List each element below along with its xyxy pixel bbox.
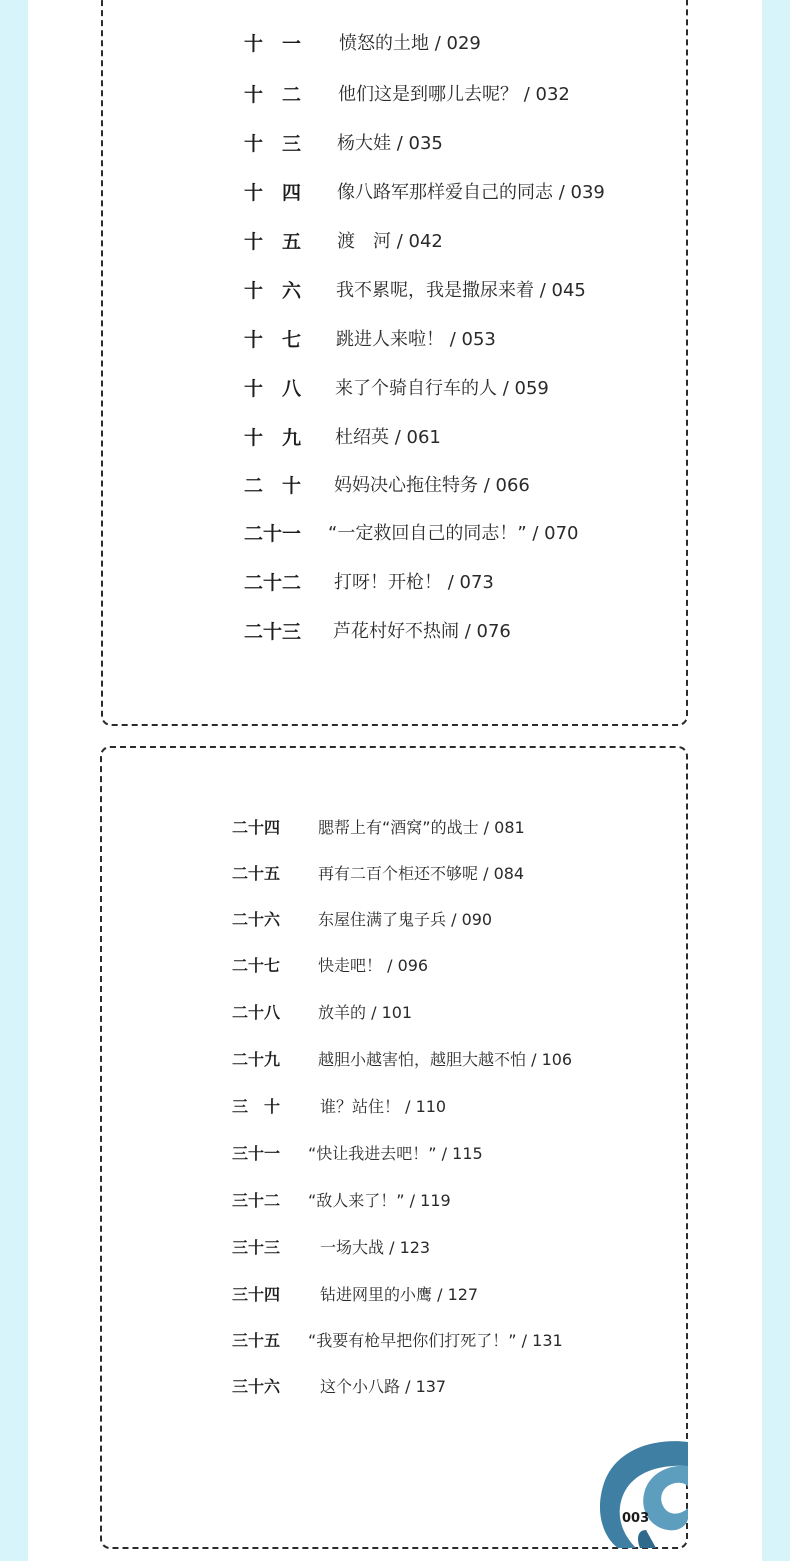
left-side-strip: [0, 0, 28, 1561]
chapter-number: 三十二: [232, 1191, 281, 1210]
chapter-title: 杨大娃 / 035: [337, 133, 443, 154]
chapter-number: 三十一: [232, 1144, 281, 1163]
chapter-number: 三十五: [232, 1331, 281, 1350]
chapter-title: “快让我进去吧！” / 115: [308, 1144, 483, 1163]
chapter-number: 十 九: [244, 427, 302, 449]
chapter-number: 十 六: [244, 280, 302, 302]
chapter-title: 快走吧！ / 096: [318, 956, 429, 975]
chapter-title: 妈妈决心拖住特务 / 066: [334, 475, 530, 496]
chapter-title: 一场大战 / 123: [320, 1238, 431, 1257]
chapter-title: 芦花村好不热闹 / 076: [333, 621, 511, 642]
chapter-number: 十 八: [244, 378, 302, 400]
chapter-title: 腮帮上有“酒窝”的战士 / 081: [318, 818, 525, 837]
chapter-number: 十 二: [244, 84, 302, 106]
page-number: 003: [622, 1511, 650, 1526]
chapter-title: 像八路军那样爱自己的同志 / 039: [337, 182, 605, 203]
chapter-number: 二十三: [244, 621, 302, 643]
chapter-title: 这个小八路 / 137: [320, 1377, 447, 1396]
chapter-number: 二十八: [232, 1003, 281, 1022]
chapter-title: 放羊的 / 101: [318, 1003, 413, 1022]
swirl-decoration: [596, 1438, 688, 1548]
chapter-title: 愤怒的土地 / 029: [339, 33, 481, 54]
chapter-title: 我不累呢，我是撒尿来着 / 045: [336, 280, 586, 301]
chapter-number: 二十五: [232, 864, 281, 883]
chapter-number: 二 十: [244, 475, 302, 497]
chapter-title: 谁？站住！ / 110: [320, 1097, 447, 1116]
chapter-number: 十 一: [244, 33, 302, 55]
chapter-title: 再有二百个柜还不够呢 / 084: [318, 864, 525, 883]
chapter-title: 钻进网里的小鹰 / 127: [320, 1285, 479, 1304]
chapter-title: 跳进人来啦！ / 053: [336, 329, 496, 350]
chapter-number: 二十六: [232, 910, 281, 929]
chapter-number: 二十四: [232, 818, 281, 837]
chapter-number: 三十四: [232, 1285, 281, 1304]
chapter-number: 二十七: [232, 956, 281, 975]
chapter-title: 他们这是到哪儿去呢？ / 032: [338, 84, 570, 105]
chapter-number: 十 七: [244, 329, 302, 351]
chapter-title: 越胆小越害怕，越胆大越不怕 / 106: [318, 1050, 573, 1069]
chapter-title: “敌人来了！” / 119: [308, 1191, 451, 1210]
chapter-number: 十 五: [244, 231, 302, 253]
chapter-number: 二十九: [232, 1050, 281, 1069]
chapter-number: 三十六: [232, 1377, 281, 1396]
chapter-title: 来了个骑自行车的人 / 059: [335, 378, 549, 399]
right-side-strip: [762, 0, 790, 1561]
chapter-number: 二十二: [244, 572, 302, 594]
chapter-title: “一定救回自己的同志！” / 070: [328, 523, 579, 544]
chapter-number: 三 十: [232, 1097, 281, 1116]
chapter-number: 三十三: [232, 1238, 281, 1257]
chapter-title: 渡 河 / 042: [337, 231, 443, 252]
chapter-title: 打呀！开枪！ / 073: [334, 572, 494, 593]
chapter-title: 东屋住满了鬼子兵 / 090: [318, 910, 493, 929]
chapter-title: 杜绍英 / 061: [335, 427, 441, 448]
chapter-title: “我要有枪早把你们打死了！” / 131: [308, 1331, 563, 1350]
chapter-number: 二十一: [244, 523, 302, 545]
chapter-number: 十 三: [244, 133, 302, 155]
chapter-number: 十 四: [244, 182, 302, 204]
